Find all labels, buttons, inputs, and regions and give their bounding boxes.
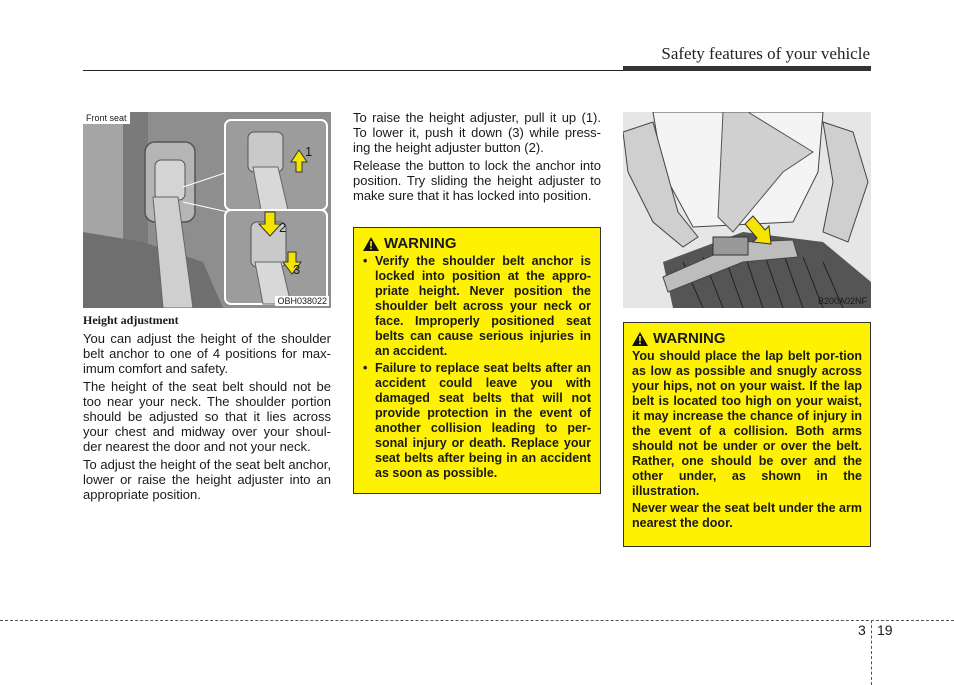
section-heading: Height adjustment — [83, 313, 179, 327]
warning-box-anchor — [353, 227, 601, 494]
chapter-number: 3 — [858, 622, 866, 638]
paragraph: The height of the seat belt should not be too near your neck. The shoulder portion should be adjusted so that it lies across your chest and midway over your shoul-der nearest the door and not your neck. — [83, 379, 331, 454]
figure-code-right: B200A02NF — [817, 296, 867, 306]
height-adjuster-illustration — [83, 112, 331, 308]
warning-title — [632, 331, 862, 346]
adjuster-instructions — [353, 110, 601, 206]
lap-belt-drawing — [623, 112, 871, 308]
warning-title — [363, 236, 591, 251]
header-bar — [623, 66, 871, 71]
warning-paragraph: Never wear the seat belt under the arm nearest the door. — [632, 501, 862, 530]
warning-box-lap-belt — [623, 322, 871, 547]
callout-2: 2 — [279, 220, 287, 235]
warning-paragraph: You should place the lap belt por-tion as low as possible and snugly across your hips, not on your waist. If the lap belt is located too high on your waist, it may increase the chance of injury in the event of a collision. Both arms should not be under or over the belt. Rather, one should be over and the other under, as shown in the illustration. — [632, 349, 862, 498]
warning-item: • Failure to replace seat belts after an accident could leave you with damaged seat belts that will not provide protection in the event of another collision leading to per-sonal injury or death. Replace your seat belts after being in an accident as soon as possible. — [375, 361, 591, 481]
warning-title-text: WARNING — [653, 330, 726, 347]
warning-triangle-icon — [632, 332, 648, 346]
warning-triangle-icon — [363, 237, 379, 251]
lap-belt-illustration — [623, 112, 871, 308]
warning-title-text: WARNING — [384, 235, 457, 252]
height-adjuster-drawing — [83, 112, 331, 308]
callout-1: 1 — [305, 144, 313, 159]
height-adjustment-section — [83, 313, 331, 505]
callout-3: 3 — [293, 262, 301, 277]
paragraph: You can adjust the height of the shoulder belt anchor to one of 4 positions for max-imum comfort and safety. — [83, 331, 331, 376]
footer-rule — [0, 620, 954, 621]
section-title: Safety features of your vehicle — [661, 44, 870, 63]
figure-code: OBH038022 — [277, 296, 327, 306]
paragraph: To raise the height adjuster, pull it up (1). To lower it, push it down (3) while press-ing the height adjuster button (2). — [353, 110, 601, 155]
warning-item: • Verify the shoulder belt anchor is locked into position at the appro-priate height. Never position the shoulder belt across your neck or face. Improperly positioned seat belts can cause serious injuries in an accident. — [375, 254, 591, 359]
figure-tag: Front seat — [83, 112, 130, 124]
paragraph: Release the button to lock the anchor into position. Try sliding the height adjuster to make sure that it has locked into position. — [353, 158, 601, 203]
warning-list — [363, 254, 591, 481]
page-number: 19 — [877, 622, 893, 638]
paragraph: To adjust the height of the seat belt anchor, lower or raise the height adjuster into an appropriate position. — [83, 457, 331, 502]
page-number-divider — [871, 620, 872, 685]
